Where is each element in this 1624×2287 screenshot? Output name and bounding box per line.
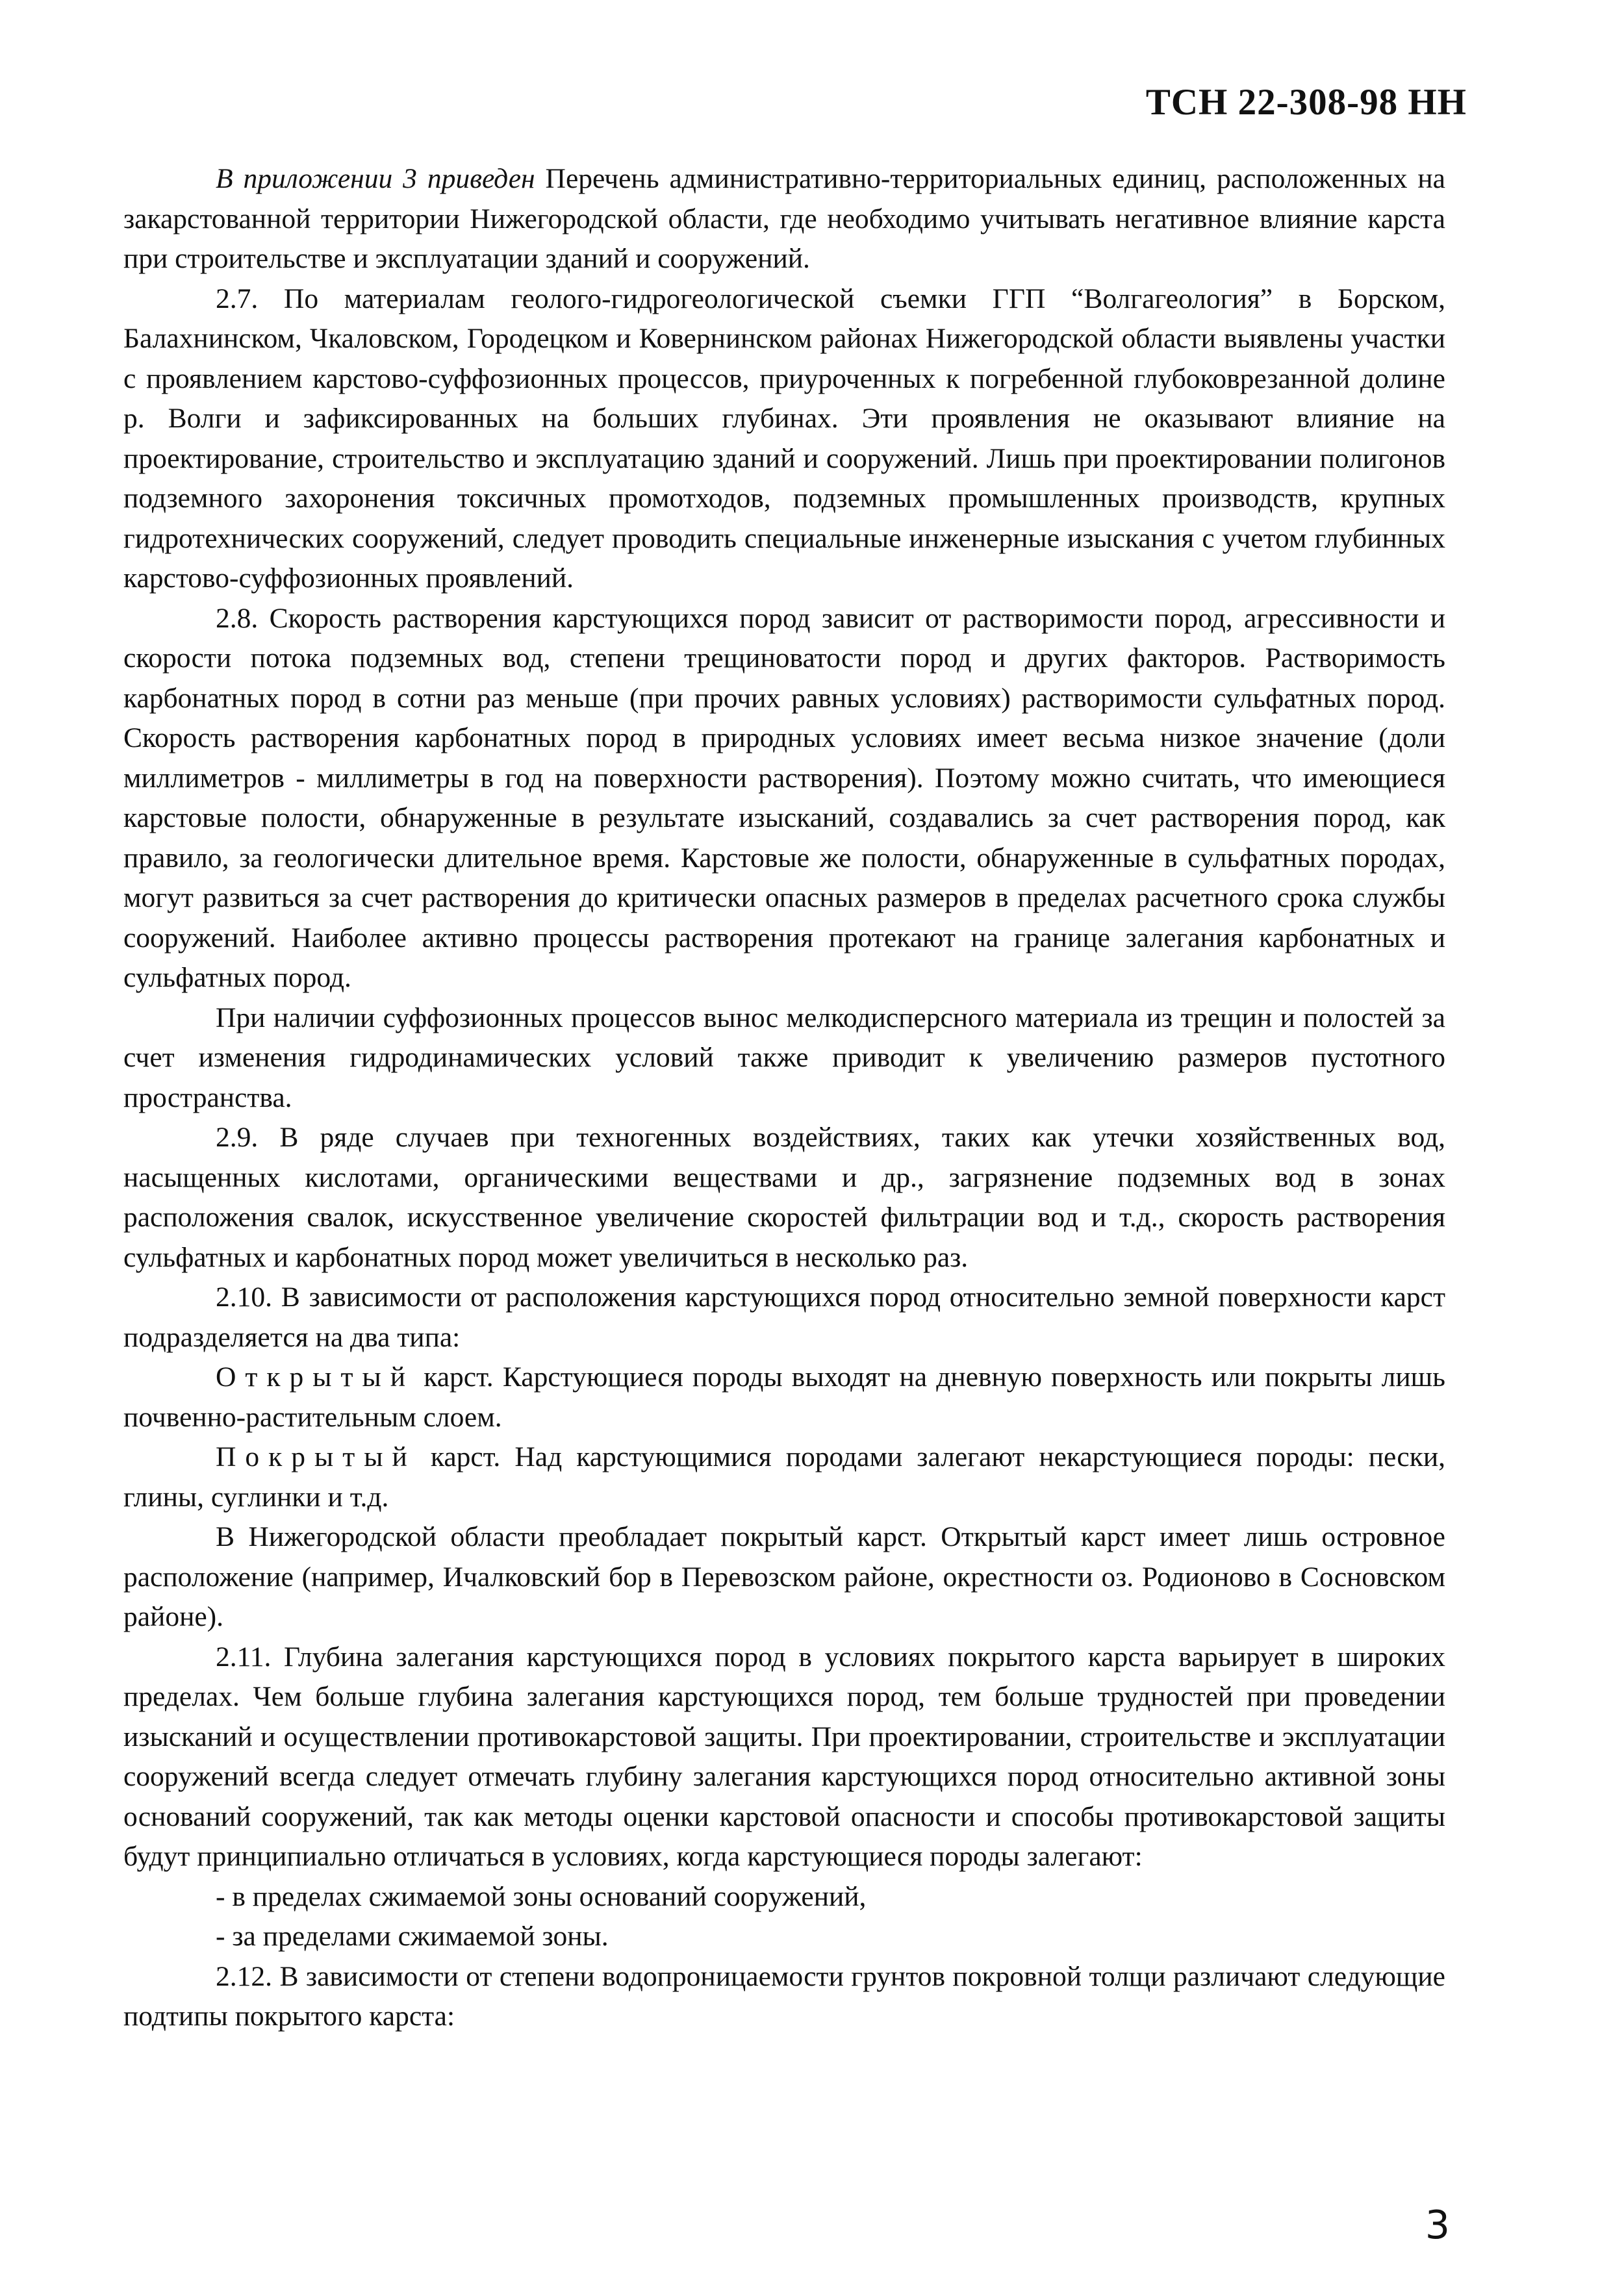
paragraph-2-10: 2.10. В зависимости от расположения карстующихся пород относительно земной поверхности карст подразделяется на два типа: xyxy=(123,1282,1445,1353)
paragraph-appendix-reference xyxy=(123,159,1445,279)
list-item: - за пределами сжимаемой зоны. xyxy=(216,1921,609,1952)
paragraph-2-12: 2.12. В зависимости от степени водопроницаемости грунтов покровной толщи различают следующие подтипы покрытого карста: xyxy=(123,1960,1445,2032)
paragraph-covered-karst xyxy=(123,1437,1445,1517)
paragraph-lead: В приложении 3 приведен xyxy=(216,163,535,194)
list-item: - в пределах сжимаемой зоны оснований сооружений, xyxy=(216,1880,867,1912)
paragraph-text: карст. Над карстующимися породами залегают некарстующиеся породы: пески, глины, суглинки и т.д. xyxy=(123,1441,1445,1513)
page-number: 3 xyxy=(1425,2203,1450,2248)
paragraph-2-8: 2.8. Скорость растворения карстующихся пород зависит от растворимости пород, агрессивности и скорости потока подземных вод, степени трещиноватости пород и других факторов. Растворимость карбонатных пород в сотни раз меньше (при прочих равных условиях) растворимости сульфатных пород. Скорость растворения карбонатных пород в природных условиях имеет весьма низкое значение (доли миллиметров - миллиметры в год на поверхности растворения). Поэтому можно считать, что имеющиеся карстовые полости, обнаруженные в результате изысканий, создавались за счет растворения пород, как правило, за геологически длительное время. Карстовые же полости, обнаруженные в сульфатных породах, могут развиться за счет растворения до критически опасных размеров в пределах расчетного срока службы сооружений. Наиболее активно процессы растворения протекают на границе залегания карбонатных и сульфатных пород. xyxy=(123,602,1445,993)
paragraph-2-9: 2.9. В ряде случаев при техногенных воздействиях, таких как утечки хозяйственных вод, насыщенных кислотами, органическими веществами и др., загрязнение подземных вод в зонах расположения свалок, искусственное увеличение скоростей фильтрации вод и т.д., скорость растворения сульфатных и карбонатных пород может увеличиться в несколько раз. xyxy=(123,1122,1445,1273)
paragraph-2-11: 2.11. Глубина залегания карстующихся пород в условиях покрытого карста варьирует в широких пределах. Чем больше глубина залегания карстующихся пород, тем больше трудностей при проведении изысканий и осуществлении противокарстовой защиты. При проектировании, строительстве и эксплуатации сооружений всегда следует отмечать глубину залегания карстующихся пород относительно активной зоны оснований сооружений, так как методы оценки карстовой опасности и способы противокарстовой защиты будут принципиально отличаться в условиях, когда карстующиеся породы залегают: xyxy=(123,1641,1445,1872)
paragraph-open-karst xyxy=(123,1358,1445,1437)
paragraph-region: В Нижегородской области преобладает покрытый карст. Открытый карст имеет лишь островное расположение (например, Ичалковский бор в Перевозском районе, окрестности оз. Родионово в Сосновском районе). xyxy=(123,1521,1445,1632)
paragraph-suffosion: При наличии суффозионных процессов вынос мелкодисперсного материала из трещин и полостей за счет изменения гидродинамических условий также приводит к увеличению размеров пустотного пространства. xyxy=(123,1002,1445,1113)
term-covered: Покрытый xyxy=(216,1441,416,1472)
document-code: ТСН 22-308-98 НН xyxy=(1145,82,1467,123)
document-body xyxy=(123,159,1445,2037)
paragraph-text: карст. Карстующиеся породы выходят на дневную поверхность или покрыты лишь почвенно-растительным слоем. xyxy=(123,1361,1445,1433)
term-open: Открытый xyxy=(216,1361,415,1393)
paragraph-2-7: 2.7. По материалам геолого-гидрогеологической съемки ГГП “Волгагеология” в Борском, Балахнинском, Чкаловском, Городецком и Ковернинском районах Нижегородской области выявлены участки с проявлением карстово-суффозионных процессов, приуроченных к погребенной глубоковрезанной долине р. Волги и зафиксированных на больших глубинах. Эти проявления не оказывают влияние на проектирование, строительство и эксплуатацию зданий и сооружений. Лишь при проектировании полигонов подземного захоронения токсичных промотходов, подземных промышленных производств, крупных гидротехнических сооружений, следует проводить специальные инженерные изыскания с учетом глубинных карстово-суффозионных проявлений. xyxy=(123,283,1445,594)
paragraph-text: Перечень административно-территориальных единиц, расположенных на закарстованной территории Нижегородской области, где необходимо учитывать негативное влияние карста при строительстве и эксплуатации зданий и сооружений. xyxy=(123,163,1445,274)
